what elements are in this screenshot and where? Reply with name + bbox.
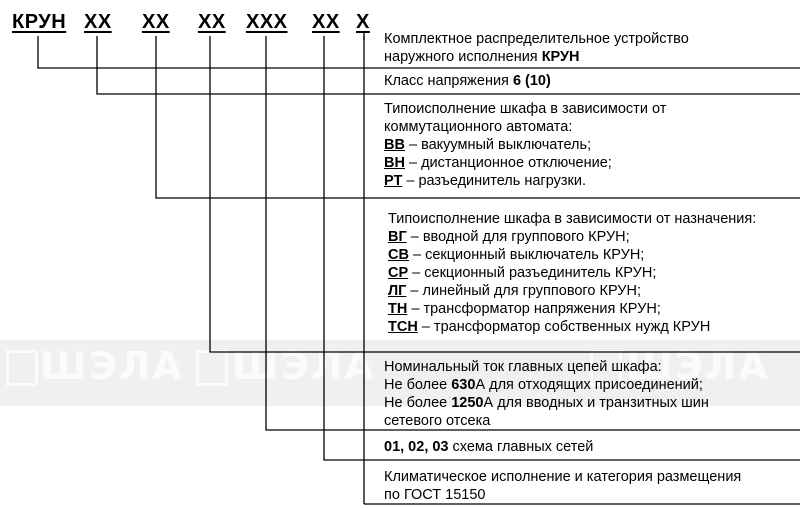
desc-scheme: 01, 02, 03 схема главных сетей xyxy=(384,439,594,455)
desc-purpose-item: ЛГ – линейный для группового КРУН; xyxy=(388,283,642,299)
desc-climate-line2: по ГОСТ 15150 xyxy=(384,487,486,503)
code-segment-3: XX xyxy=(198,11,226,33)
desc-switching-item: РТ – разъединитель нагрузки. xyxy=(384,173,586,189)
desc-switching-title1: Типоисполнение шкафа в зависимости от xyxy=(384,101,667,117)
desc-current-title: Номинальный ток главных цепей шкафа: xyxy=(384,359,662,375)
watermark-text: ШЭЛА xyxy=(626,344,770,388)
desc-purpose-item: ВГ – вводной для группового КРУН; xyxy=(388,229,630,245)
desc-purpose-item: СВ – секционный выключатель КРУН; xyxy=(388,247,645,263)
desc-switching-item: ВВ – вакуумный выключатель; xyxy=(384,137,592,153)
code-segment-6: X xyxy=(356,11,370,33)
desc-current-line4: сетевого отсека xyxy=(384,413,491,429)
desc-climate xyxy=(384,468,741,504)
desc-krun xyxy=(384,30,689,66)
desc-krun-line1: Комплектное распределительное устройство xyxy=(384,31,689,47)
code-segment-5: XX xyxy=(312,11,340,33)
connector-seg5 xyxy=(324,36,364,460)
watermark-text: ШЭЛА xyxy=(232,344,376,388)
desc-switching-item: ВН – дистанционное отключение; xyxy=(384,155,612,171)
connector-seg4 xyxy=(266,36,364,430)
desc-switching-title2: коммутационного автомата: xyxy=(384,119,573,135)
connector-krun xyxy=(38,36,364,68)
code-segment-4: XXX xyxy=(246,11,288,33)
desc-current-line3: Не более 1250А для вводных и транзитных шин xyxy=(384,395,709,411)
desc-climate-line1: Климатическое исполнение и категория размещения xyxy=(384,469,742,485)
desc-purpose-title: Типоисполнение шкафа в зависимости от назначения: xyxy=(388,211,757,227)
desc-purpose-item: ТСН – трансформатор собственных нужд КРУН xyxy=(388,319,711,335)
code-segment-2: XX xyxy=(142,11,170,33)
desc-switching xyxy=(384,100,666,190)
desc-voltage: Класс напряжения 6 (10) xyxy=(384,73,551,89)
watermark-text: ШЭЛА xyxy=(40,344,184,388)
connector-seg3 xyxy=(210,36,364,352)
connector-seg2 xyxy=(156,36,364,198)
desc-purpose-item: СР – секционный разъединитель КРУН; xyxy=(388,265,657,281)
desc-purpose xyxy=(388,210,756,336)
code-prefix: КРУН xyxy=(12,11,67,33)
code-segment-1: XX xyxy=(84,11,112,33)
desc-krun-line2: наружного исполнения КРУН xyxy=(384,49,580,65)
desc-current xyxy=(384,358,709,430)
desc-purpose-item: ТН – трансформатор напряжения КРУН; xyxy=(388,301,661,317)
desc-current-line2: Не более 630А для отходящих присоединений; xyxy=(384,377,703,393)
